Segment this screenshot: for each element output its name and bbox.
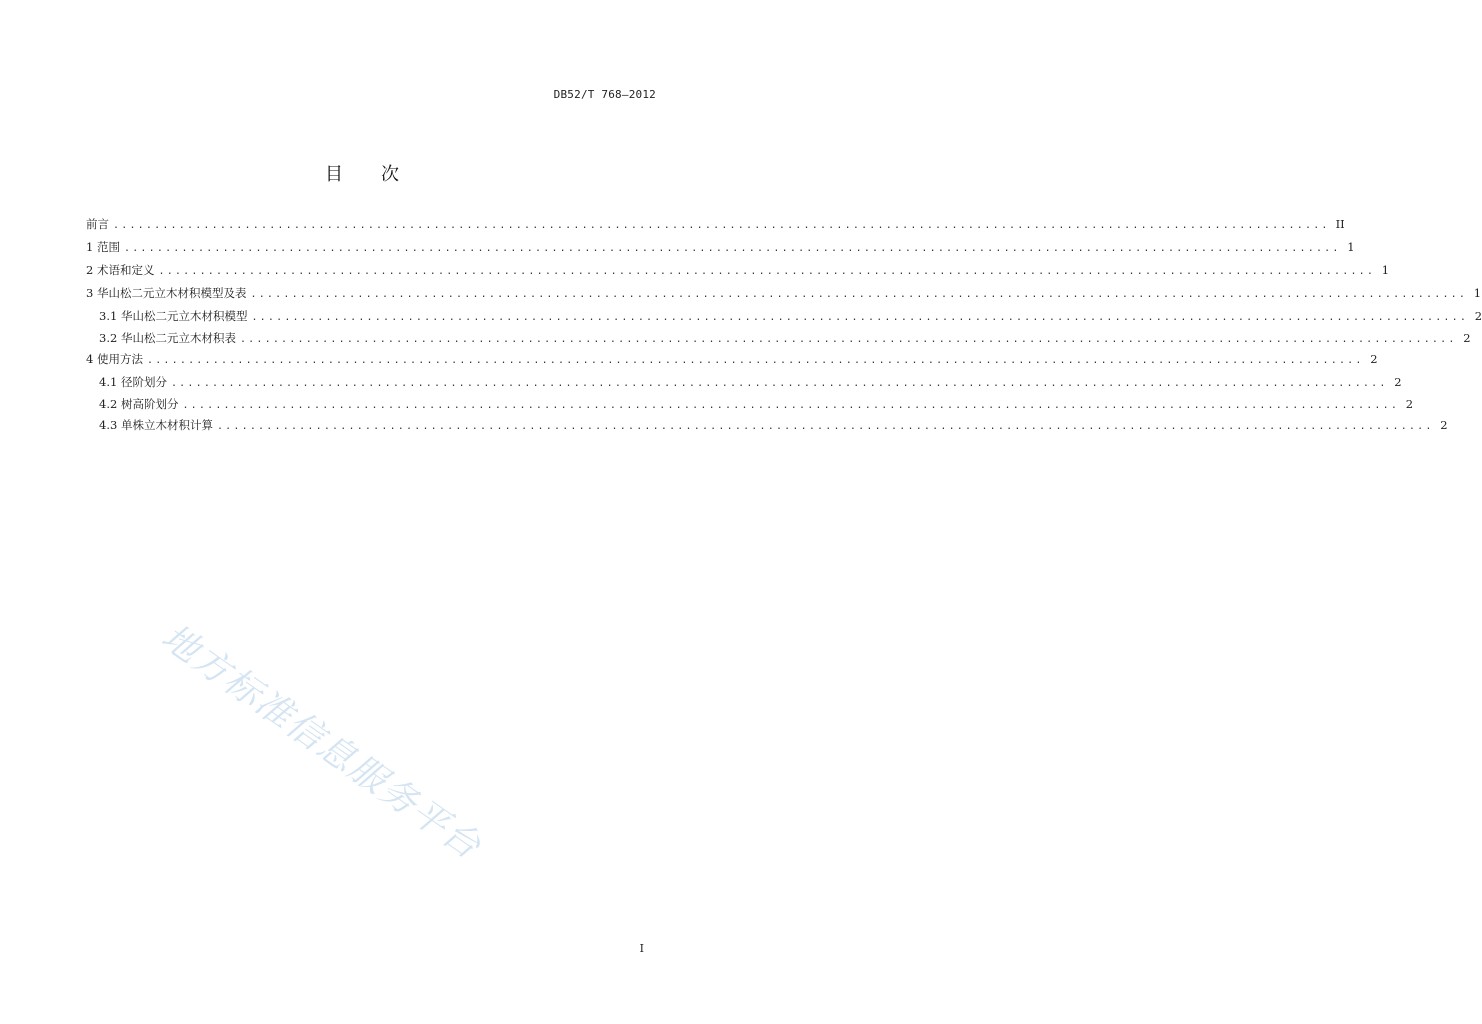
toc-entry-number: 4 xyxy=(86,352,97,366)
toc-entry-number: 1 xyxy=(86,240,97,254)
toc-leader-dots: .................................................................................................................................................... xyxy=(170,378,1388,389)
toc-entry-label: 使用方法 xyxy=(96,352,143,366)
toc-entry-height-class[interactable] xyxy=(86,396,1414,418)
toc-leader-dots: .................................................................................................................................................... xyxy=(250,289,1468,300)
toc-entry-volume-table[interactable] xyxy=(86,330,1471,352)
toc-entry-number: 4.3 xyxy=(99,418,121,432)
toc-entry-label: 径阶划分 xyxy=(120,375,167,389)
toc-entry-page: 1 xyxy=(1381,263,1390,277)
toc-leader-dots: .................................................................................................................................................... xyxy=(251,312,1469,323)
toc-entry-label: 单株立木材积计算 xyxy=(120,418,213,432)
toc-entry-terms[interactable] xyxy=(86,262,1390,285)
toc-entry-page: 2 xyxy=(1474,309,1482,323)
toc-leader-dots: .................................................................................................................................................... xyxy=(182,399,1400,411)
page-number: I xyxy=(639,942,644,955)
toc-entry-page: 1 xyxy=(1473,286,1482,300)
toc-entry-page: 2 xyxy=(1440,418,1448,432)
toc-entry-number: 4.2 xyxy=(99,396,121,411)
toc-entry-number: 4.1 xyxy=(99,375,121,389)
toc-entry-page: II xyxy=(1335,217,1345,231)
toc-leader-dots: .................................................................................................................................................... xyxy=(239,333,1457,345)
toc-entry-diameter-class[interactable] xyxy=(86,374,1402,396)
toc-entry-label: 范围 xyxy=(96,240,120,254)
toc-entry-label: 前言 xyxy=(86,217,109,231)
toc-entry-label: 华山松二元立木材积表 xyxy=(120,330,236,345)
toc-leader-dots: .................................................................................................................................................... xyxy=(123,243,1341,254)
toc-entry-number: 3.2 xyxy=(99,330,121,345)
toc-entry-scope[interactable] xyxy=(86,239,1355,262)
toc-leader-dots: .................................................................................................................................................... xyxy=(146,355,1364,366)
page-title: 目次 xyxy=(325,164,437,185)
toc-entry-number: 3.1 xyxy=(99,309,121,323)
toc-entry-model-and-table[interactable] xyxy=(86,285,1482,308)
toc-entry-label: 华山松二元立木材积模型及表 xyxy=(96,286,247,300)
toc-entry-usage[interactable] xyxy=(86,351,1378,374)
toc-entry-number: 3 xyxy=(86,286,97,300)
toc-entry-page: 1 xyxy=(1347,240,1355,254)
toc-entry-label: 术语和定义 xyxy=(96,263,155,277)
toc-entry-page: 2 xyxy=(1405,396,1414,411)
toc-entry-label: 树高阶划分 xyxy=(120,396,179,411)
toc-leader-dots: .................................................................................................................................................... xyxy=(113,220,1330,231)
toc-entry-single-tree-volume[interactable] xyxy=(86,417,1448,439)
toc-entry-foreword[interactable] xyxy=(86,216,1345,239)
document-code: DB52/T 768—2012 xyxy=(553,88,656,101)
toc-entry-label: 华山松二元立木材积模型 xyxy=(120,309,248,323)
toc-entry-page: 2 xyxy=(1370,352,1378,366)
toc-leader-dots: .................................................................................................................................................... xyxy=(158,266,1376,277)
table-of-contents xyxy=(86,216,1482,439)
toc-entry-model[interactable] xyxy=(86,308,1482,330)
toc-leader-dots: .................................................................................................................................................... xyxy=(216,421,1434,432)
toc-entry-page: 2 xyxy=(1394,375,1402,389)
toc-entry-number: 2 xyxy=(86,263,97,277)
toc-entry-page: 2 xyxy=(1463,330,1471,345)
watermark: 地方标准信息服务平台 xyxy=(153,616,489,869)
